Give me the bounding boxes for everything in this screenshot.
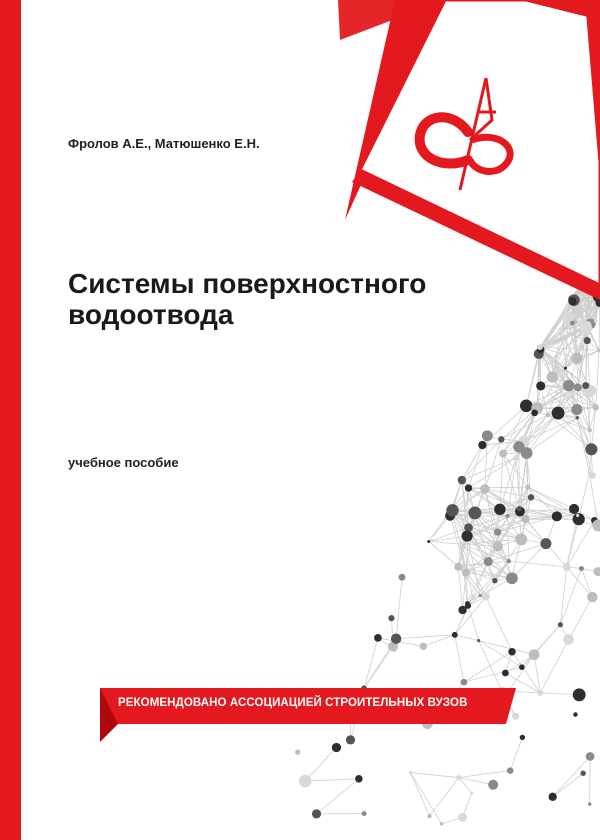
recommendation-banner: РЕКОМЕНДОВАНО АССОЦИАЦИЕЙ СТРОИТЕЛЬНЫХ ВУЗОВ (118, 697, 468, 709)
book-type: учебное пособие (68, 455, 179, 470)
title-line-2: водоотвода (68, 299, 234, 330)
title-line-1: Системы поверхностного (68, 268, 427, 299)
authors: Фролов А.Е., Матюшенко Е.Н. (68, 136, 260, 151)
